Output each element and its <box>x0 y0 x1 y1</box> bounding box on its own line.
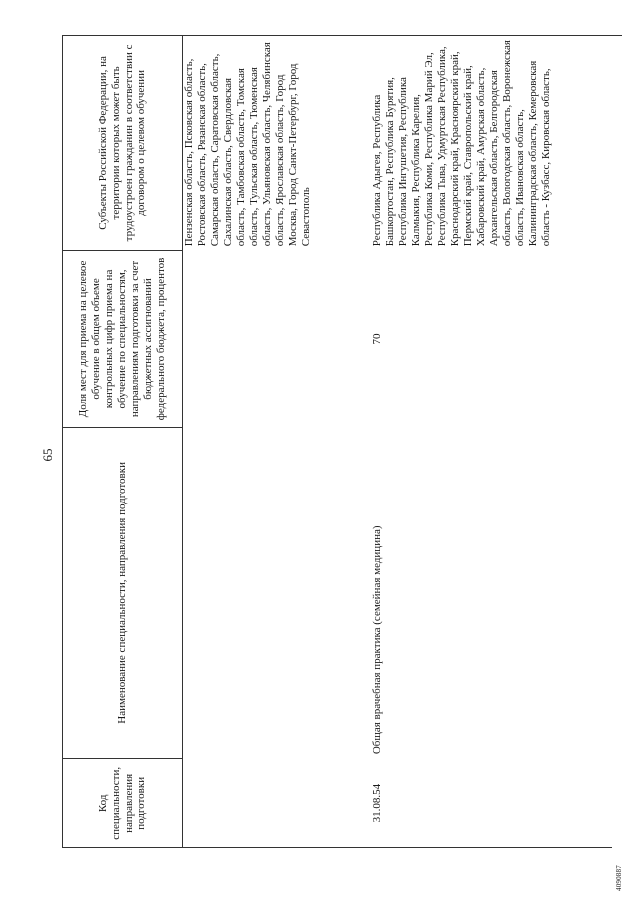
document-id: 4090887 <box>615 865 623 891</box>
cell-empty <box>183 250 372 427</box>
column-rule-right <box>62 35 622 36</box>
header-name: Наименование специальности, направления подготовки <box>63 428 183 759</box>
target-training-table <box>62 36 553 848</box>
cell-empty <box>183 428 372 759</box>
cell-name: Общая врачебная практика (семейная медицина) <box>371 525 383 755</box>
table-row-continuation <box>183 36 372 848</box>
cell-share: 70 <box>371 333 383 345</box>
continued-subjects-text: Пензенская область, Псковская область, Ростовская область, Рязанская область, Самарская область, Саратовская область, Сахалинская область, Свердловская область, Тамбовская область, Томская область, Тульская область, Тюменская область, Ульяновская область, Челябинская область, Ярославская область, Город Москва, Город Санкт-Петербург, Город Севастополь <box>183 42 312 247</box>
header-share: Доля мест для приема на целевое обучение в общем объеме контрольных цифр приема на обучение по специальностям, направлениям подготовки за счет бюджетных ассигнований федерального бюджета, процентов <box>63 250 183 427</box>
page-number: 65 <box>40 448 55 462</box>
table-header-row <box>63 36 183 848</box>
cell-continued-subjects <box>183 36 372 250</box>
subjects-text: Республика Адыгея, Республика Башкортостан, Республика Бурятия, Республика Ингушетия, Республика Калмыкия, Республика Карелия, Республика Коми, Республика Марий Эл, Республика Тыва, Удмуртская Республика, Краснодарский край, Красноярский край, Пермский край, Ставропольский край, Хабаровский край, Амурская область, Архангельская область, Белгородская область, Вологодская область, Воронежская область, Ивановская область, Калининградская область, Кемеровская область - Кузбасс, Кировская область, <box>371 40 552 247</box>
table-row <box>371 36 553 848</box>
header-subjects: Субъекты Российской Федерации, на территории которых может быть трудоустроен гражданин в соответствии с договором о целевом обучении <box>63 36 183 250</box>
column-rule-left <box>62 847 612 848</box>
header-code: Код специальности, направления подготовки <box>63 758 183 848</box>
cell-subjects <box>371 36 553 250</box>
cell-empty <box>183 758 372 848</box>
cell-code: 31.08.54 <box>371 783 383 823</box>
